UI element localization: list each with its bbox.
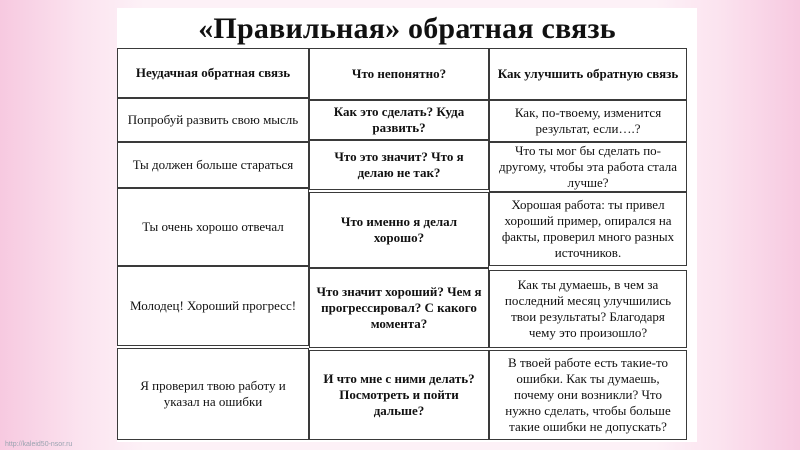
row1-unclear: Как это сделать? Куда развить?	[309, 100, 489, 140]
row5-unclear: И что мне с ними делать? Посмотреть и пойти дальше?	[309, 350, 489, 440]
row2-improve: Что ты мог бы сделать по-другому, чтобы эта работа стала лучше?	[489, 142, 687, 192]
slide	[117, 8, 697, 442]
header-improve: Как улучшить обратную связь	[489, 48, 687, 100]
header-failed-feedback: Неудачная обратная связь	[117, 48, 309, 98]
row3-failed-feedback: Ты очень хорошо отвечал	[117, 188, 309, 266]
header-unclear: Что непонятно?	[309, 48, 489, 100]
row2-failed-feedback: Ты должен больше стараться	[117, 142, 309, 188]
row3-improve: Хорошая работа: ты привел хороший пример, опирался на факты, проверил много разных источников.	[489, 192, 687, 266]
row4-unclear: Что значит хороший? Чем я прогрессировал? С какого момента?	[309, 268, 489, 348]
source-watermark: http://kaleid50-nsor.ru	[5, 441, 73, 448]
row4-failed-feedback: Молодец! Хороший прогресс!	[117, 266, 309, 346]
row3-unclear: Что именно я делал хорошо?	[309, 192, 489, 268]
row2-unclear: Что это значит? Что я делаю не так?	[309, 140, 489, 190]
row1-failed-feedback: Попробуй развить свою мысль	[117, 98, 309, 142]
row5-failed-feedback: Я проверил твою работу и указал на ошибки	[117, 348, 309, 440]
slide-title: «Правильная» обратная связь	[198, 12, 616, 45]
row4-improve: Как ты думаешь, в чем за последний месяц улучшились твои результаты? Благодаря чему это произошло?	[489, 270, 687, 348]
row5-improve: В твоей работе есть такие-то ошибки. Как ты думаешь, почему они возникли? Что нужно сделать, чтобы больше такие ошибки не допускать?	[489, 350, 687, 440]
row1-improve: Как, по-твоему, изменится результат, если….?	[489, 100, 687, 142]
